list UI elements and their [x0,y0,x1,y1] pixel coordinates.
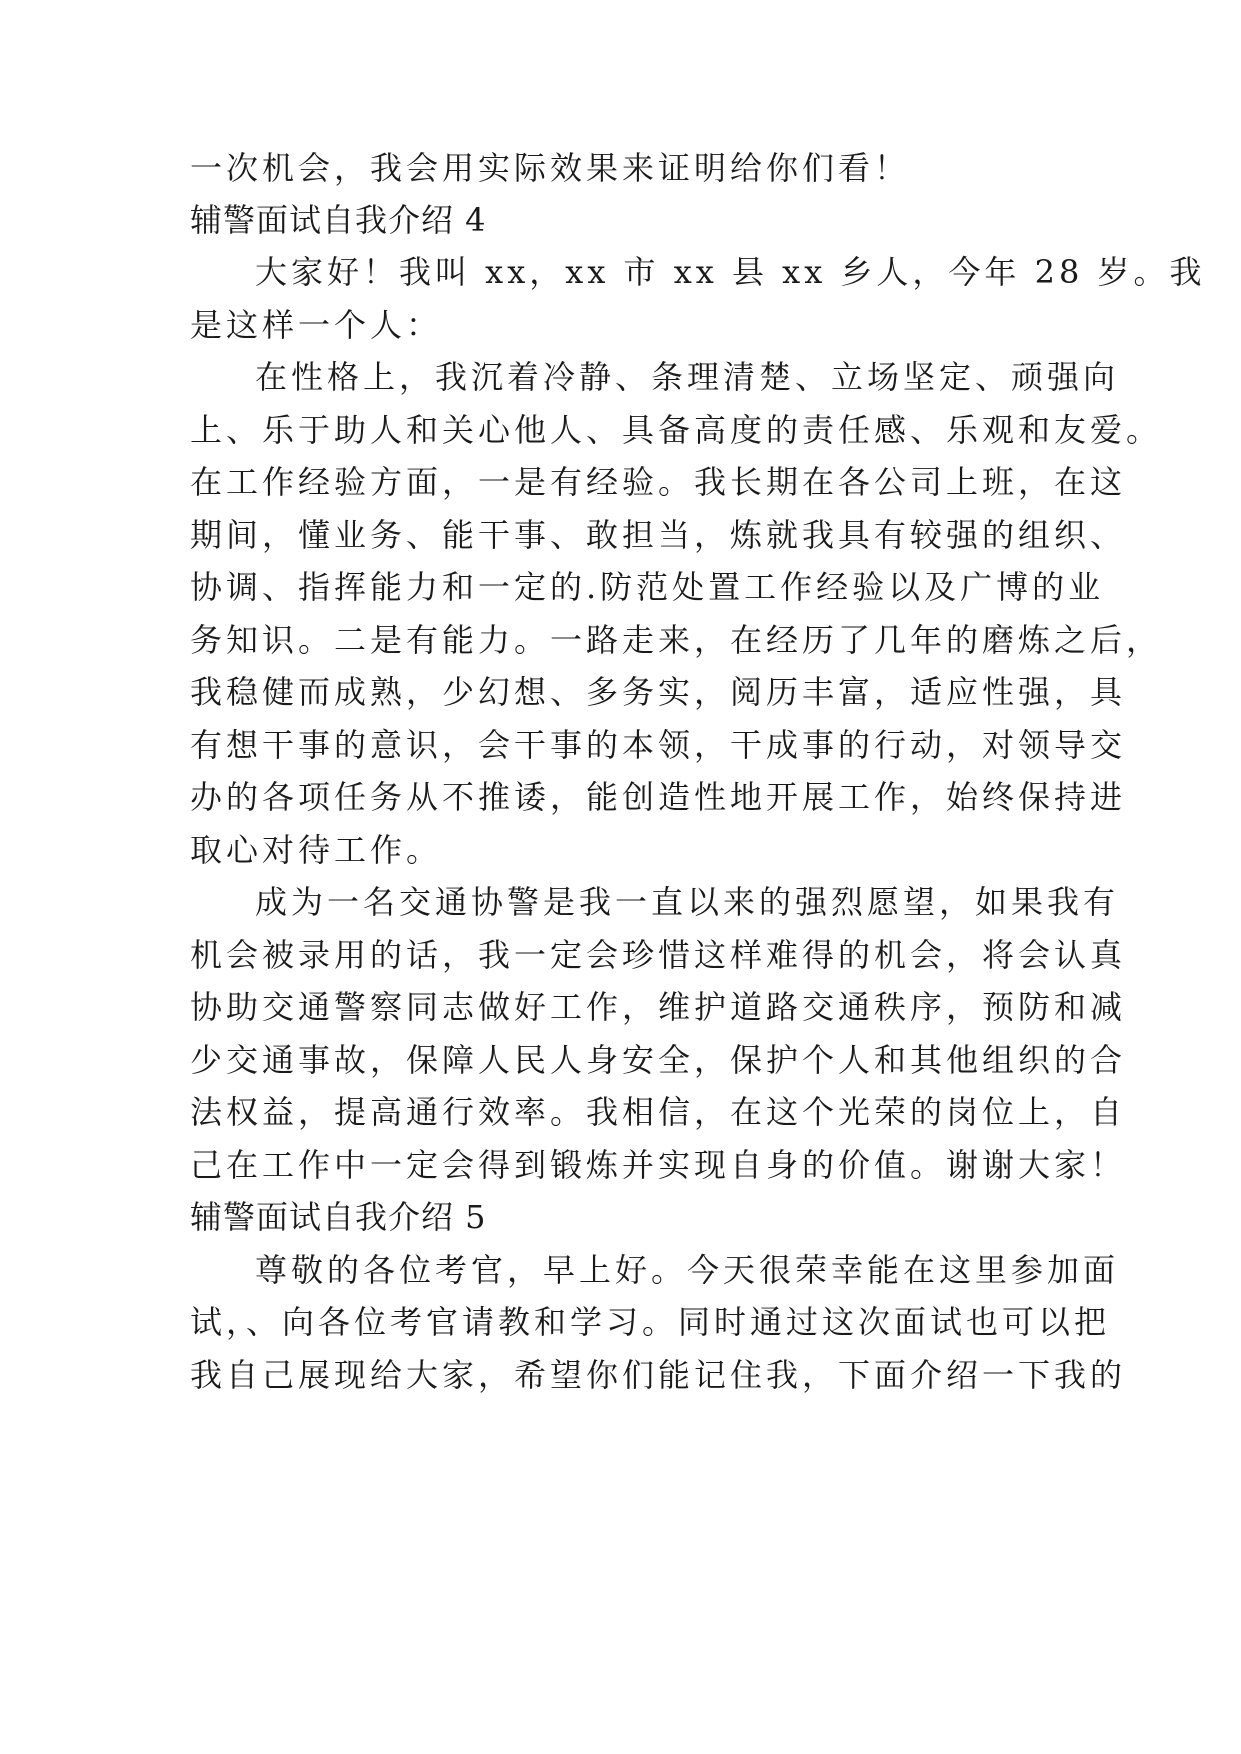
text-line: 是这样一个人： [190,306,443,344]
paragraph-first-line: 在性格上，我沉着冷静、条理清楚、立场坚定、顽强向 [255,358,1120,396]
text-line: 期间，懂业务、能干事、敢担当，炼就我具有较强的组织、 [190,516,1127,554]
paragraph-first-line: 大家好！我叫 xx，xx 市 xx 县 xx 乡人，今年 28 岁。我 [255,253,1206,291]
text-line: 在工作经验方面，一是有经验。我长期在各公司上班，在这 [190,463,1127,501]
text-line: 协调、指挥能力和一定的.防范处置工作经验以及广博的业 [190,568,1105,606]
text-line: 一次机会，我会用实际效果来证明给你们看！ [190,149,911,187]
text-line: 己在工作中一定会得到锻炼并实现自身的价值。谢谢大家！ [190,1146,1127,1184]
paragraph-first-line: 成为一名交通协警是我一直以来的强烈愿望，如果我有 [255,883,1120,921]
text-line: 取心对待工作。 [190,831,443,869]
text-line: 务知识。二是有能力。一路走来，在经历了几年的磨炼之后， [190,621,1163,659]
text-line: 办的各项任务从不推诿，能创造性地开展工作，始终保持进 [190,778,1127,816]
text-line: 我稳健而成熟，少幻想、多务实，阅历丰富，适应性强，具 [190,673,1127,711]
text-line: 有想干事的意识，会干事的本领，干成事的行动，对领导交 [190,726,1127,764]
text-line: 少交通事故，保障人民人身安全，保护个人和其他组织的合 [190,1041,1127,1079]
text-line: 我自己展现给大家，希望你们能记住我，下面介绍一下我的 [190,1356,1127,1394]
section-heading-5: 辅警面试自我介绍 5 [190,1198,487,1236]
text-line: 上、乐于助人和关心他人、具备高度的责任感、乐观和友爱。 [190,411,1163,449]
text-line: 试，、向各位考官请教和学习。同时通过这次面试也可以把 [190,1303,1111,1341]
text-line: 协助交通警察同志做好工作，维护道路交通秩序，预防和减 [190,988,1127,1026]
paragraph-first-line: 尊敬的各位考官，早上好。今天很荣幸能在这里参加面 [255,1251,1120,1289]
section-heading-4: 辅警面试自我介绍 4 [190,201,487,239]
text-line: 机会被录用的话，我一定会珍惜这样难得的机会，将会认真 [190,936,1127,974]
text-line: 法权益，提高通行效率。我相信，在这个光荣的岗位上，自 [190,1093,1127,1131]
